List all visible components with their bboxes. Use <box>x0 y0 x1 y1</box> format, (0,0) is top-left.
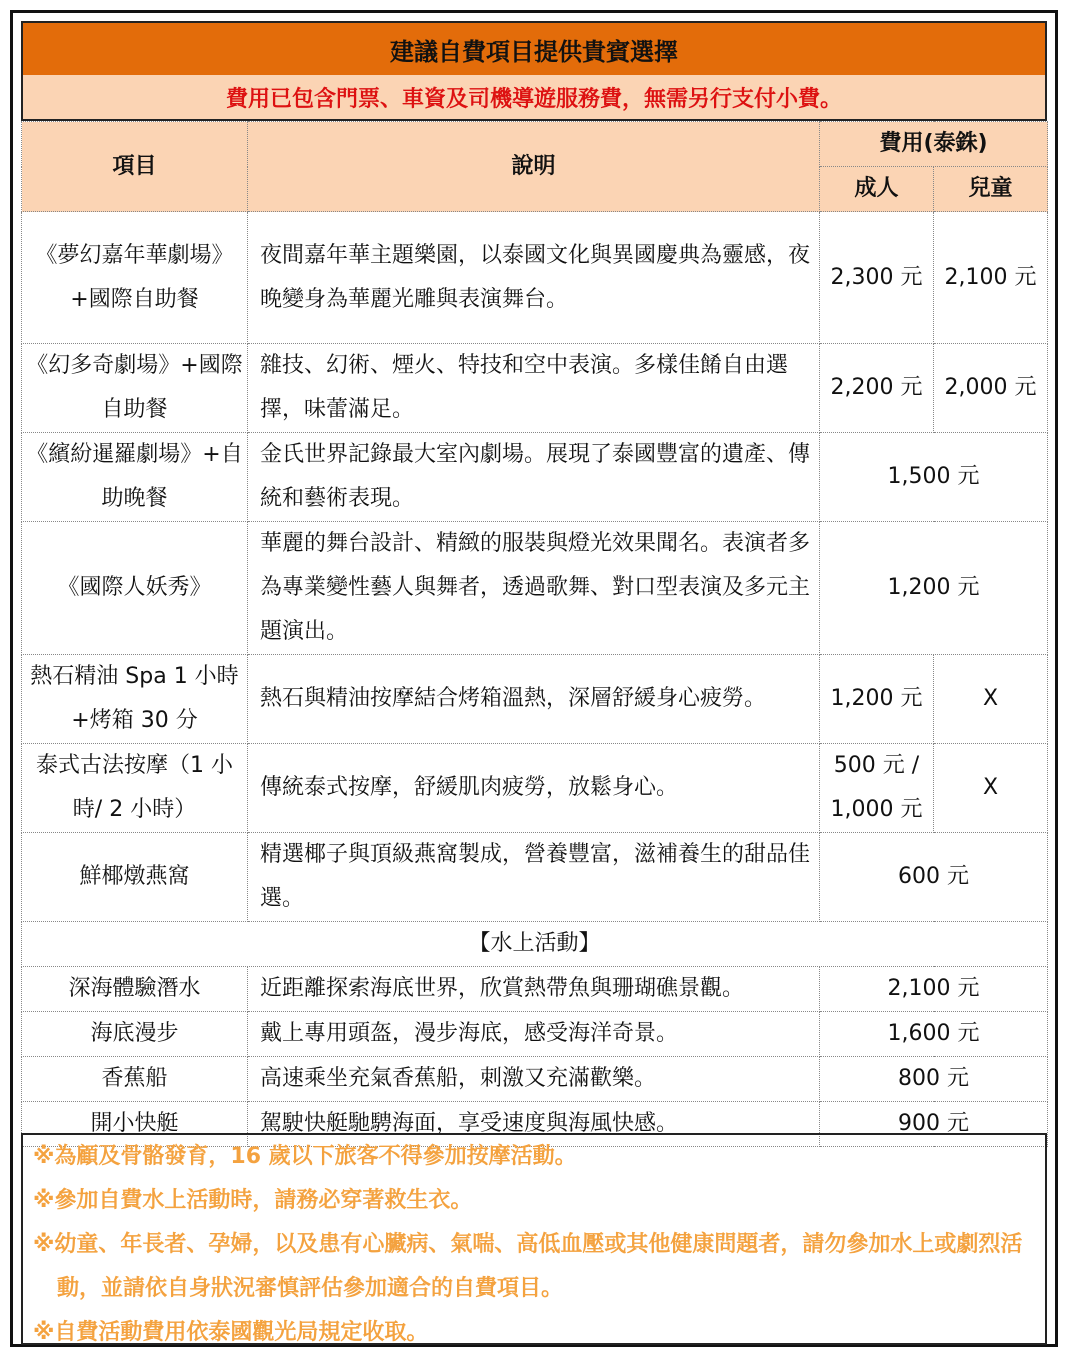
item-desc: 高速乘坐充氣香蕉船，刺激又充滿歡樂。 <box>248 1057 820 1102</box>
item-name: 泰式古法按摩（1 小時/ 2 小時） <box>22 744 248 833</box>
item-desc: 夜間嘉年華主題樂園，以泰國文化與異國慶典為靈感，夜晚變身為華麗光雕與表演舞台。 <box>248 212 820 344</box>
table-row <box>22 212 1048 344</box>
note-item: ※參加自費水上活動時，請務必穿著救生衣。 <box>33 1188 473 1213</box>
child-price: 2,100 元 <box>934 212 1048 344</box>
item-name: 開小快艇 <box>22 1102 248 1147</box>
item-name: 海底漫步 <box>22 1012 248 1057</box>
header-adult: 成人 <box>820 167 934 212</box>
child-price: X <box>934 655 1048 744</box>
water-section-row <box>22 922 1048 967</box>
item-desc: 華麗的舞台設計、精緻的服裝與燈光效果聞名。表演者多為專業變性藝人與舞者，透過歌舞、對口型表演及多元主題演出。 <box>248 522 820 655</box>
table-row <box>22 433 1048 522</box>
header-price: 費用(泰銖) <box>820 122 1048 167</box>
table-row <box>22 744 1048 833</box>
adult-price: 1,200 元 <box>820 655 934 744</box>
item-price: 1,600 元 <box>820 1012 1048 1057</box>
item-price: 800 元 <box>820 1057 1048 1102</box>
table-row <box>22 1057 1048 1102</box>
table-row <box>22 967 1048 1012</box>
item-name: 香蕉船 <box>22 1057 248 1102</box>
item-desc: 戴上專用頭盔，漫步海底，感受海洋奇景。 <box>248 1012 820 1057</box>
options-table <box>21 121 1048 1147</box>
table-row <box>22 1012 1048 1057</box>
item-desc: 近距離探索海底世界，欣賞熱帶魚與珊瑚礁景觀。 <box>248 967 820 1012</box>
item-desc: 雜技、幻術、煙火、特技和空中表演。多樣佳餚自由選擇，味蕾滿足。 <box>248 344 820 433</box>
item-name: 《夢幻嘉年華劇場》+國際自助餐 <box>22 212 248 344</box>
item-name: 深海體驗潛水 <box>22 967 248 1012</box>
page-title: 建議自費項目提供貴賓選擇 <box>21 21 1047 77</box>
child-price: 2,000 元 <box>934 344 1048 433</box>
child-price: X <box>934 744 1048 833</box>
header-desc: 說明 <box>248 122 820 212</box>
item-desc: 駕駛快艇馳騁海面，享受速度與海風快感。 <box>248 1102 820 1147</box>
adult-price: 2,300 元 <box>820 212 934 344</box>
notes-box <box>21 1133 1047 1345</box>
item-desc: 精選椰子與頂級燕窩製成，營養豐富，滋補養生的甜品佳選。 <box>248 833 820 922</box>
table-row <box>22 522 1048 655</box>
table-row <box>22 344 1048 433</box>
item-name: 熱石精油 Spa 1 小時+烤箱 30 分 <box>22 655 248 744</box>
item-price: 2,100 元 <box>820 967 1048 1012</box>
page-subtitle: 費用已包含門票、車資及司機導遊服務費，無需另行支付小費。 <box>21 75 1047 121</box>
note-item: ※自費活動費用依泰國觀光局規定收取。 <box>33 1320 429 1345</box>
header-item: 項目 <box>22 122 248 212</box>
item-desc: 金氏世界記錄最大室內劇場。展現了泰國豐富的遺產、傳統和藝術表現。 <box>248 433 820 522</box>
adult-price: 500 元 / 1,000 元 <box>820 744 934 833</box>
item-desc: 傳統泰式按摩，舒緩肌肉疲勞，放鬆身心。 <box>248 744 820 833</box>
item-price: 900 元 <box>820 1102 1048 1147</box>
item-name: 《幻多奇劇場》+國際自助餐 <box>22 344 248 433</box>
item-name: 鮮椰燉燕窩 <box>22 833 248 922</box>
header-child: 兒童 <box>934 167 1048 212</box>
table-row <box>22 655 1048 744</box>
item-desc: 熱石與精油按摩結合烤箱溫熱，深層舒緩身心疲勞。 <box>248 655 820 744</box>
item-name: 《國際人妖秀》 <box>22 522 248 655</box>
adult-price: 2,200 元 <box>820 344 934 433</box>
document-frame <box>10 10 1058 1347</box>
item-price: 600 元 <box>820 833 1048 922</box>
item-price: 1,500 元 <box>820 433 1048 522</box>
note-item: ※幼童、年長者、孕婦，以及患有心臟病、氣喘、高低血壓或其他健康問題者，請勿參加水上或劇烈活動，並請依自身狀況審慎評估參加適合的自費項目。 <box>33 1232 1023 1301</box>
note-item: ※為顧及骨骼發育，16 歲以下旅客不得參加按摩活動。 <box>33 1144 577 1169</box>
water-section-label: 【水上活動】 <box>22 922 1048 967</box>
item-price: 1,200 元 <box>820 522 1048 655</box>
table-row <box>22 833 1048 922</box>
item-name: 《繽紛暹羅劇場》+自助晚餐 <box>22 433 248 522</box>
